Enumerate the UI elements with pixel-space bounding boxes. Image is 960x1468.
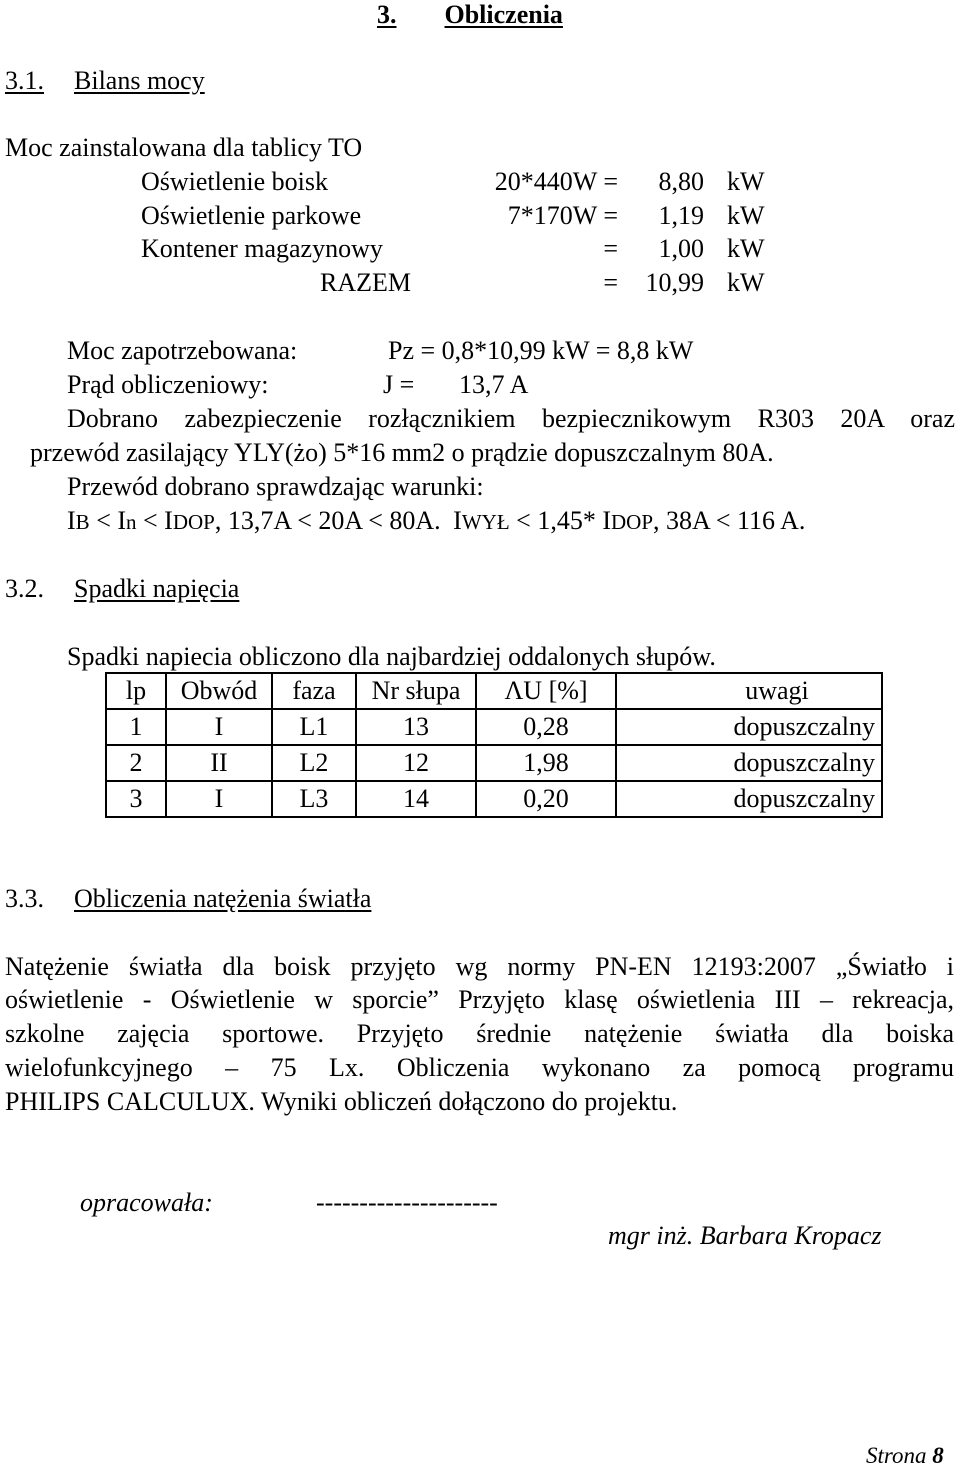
demand-label: Moc zapotrzebowana: bbox=[67, 336, 298, 365]
table-row bbox=[106, 709, 882, 745]
page-number: 8 bbox=[932, 1443, 944, 1468]
paragraph-line: oświetlenie - Oświetlenie w sporcie” Przyjęto klasę oświetlenia III – rekreacja, bbox=[5, 985, 954, 1014]
document-heading bbox=[377, 2, 563, 28]
table-cell: 12 bbox=[356, 745, 476, 781]
table-cell: L3 bbox=[272, 781, 356, 817]
heading-number: 3. bbox=[377, 0, 397, 29]
power-row-calc: 20*440W = bbox=[494, 167, 618, 196]
paragraph-line: szkolne zajęcia sportowe. Przyjęto średnie natężenie światła dla boiska bbox=[5, 1019, 954, 1048]
current-value: 13,7 A bbox=[459, 370, 529, 399]
section-3-number: 3.3. bbox=[5, 884, 44, 913]
heading-title: Obliczenia bbox=[444, 0, 563, 29]
protection-line: przewód zasilający YLY(żo) 5*16 mm2 o prądzie dopuszczalnym 80A. bbox=[30, 438, 774, 467]
power-row-unit: kW bbox=[727, 167, 765, 196]
table-cell: L1 bbox=[272, 709, 356, 745]
section-3-title: Obliczenia natężenia światła bbox=[74, 884, 372, 913]
section-2-number: 3.2. bbox=[5, 574, 44, 603]
table-cell: dopuszczalny bbox=[616, 745, 882, 781]
voltage-drop-table bbox=[105, 672, 883, 818]
table-header-row bbox=[106, 673, 882, 709]
section-1-heading bbox=[5, 68, 205, 94]
section-1-number: 3.1. bbox=[5, 66, 44, 95]
table-cell: I bbox=[166, 781, 272, 817]
power-row-label: Oświetlenie boisk bbox=[141, 167, 329, 196]
signature-line: --------------------- bbox=[316, 1188, 498, 1217]
protection-line: Dobrano zabezpieczenie rozłącznikiem bezpiecznikowym R303 20A oraz bbox=[67, 404, 955, 433]
table-header-cell: uwagi bbox=[616, 673, 882, 709]
section-1-title: Bilans mocy bbox=[74, 66, 205, 95]
paragraph-line: wielofunkcyjnego – 75 Lx. Obliczenia wykonano za pomocą programu bbox=[5, 1053, 954, 1082]
section-3-heading bbox=[5, 886, 371, 912]
check-conditions: IB < In < IDOP, 13,7A < 20A < 80A. IWYŁ < 1,45* IDOP, 38A < 116 A. bbox=[67, 506, 806, 535]
power-row-calc: = bbox=[603, 234, 618, 263]
table-cell: dopuszczalny bbox=[616, 781, 882, 817]
table-cell: 1 bbox=[106, 709, 166, 745]
table-header-cell: Obwód bbox=[166, 673, 272, 709]
power-total-calc: = bbox=[603, 268, 618, 297]
signature-label: opracowała: bbox=[80, 1188, 213, 1217]
table-cell: 3 bbox=[106, 781, 166, 817]
page-label: Strona bbox=[866, 1443, 927, 1468]
table-row bbox=[106, 745, 882, 781]
paragraph-line: Natężenie światła dla boisk przyjęto wg normy PN-EN 12193:2007 „Światło i bbox=[5, 952, 954, 981]
page-footer bbox=[866, 1444, 944, 1467]
table-cell: 14 bbox=[356, 781, 476, 817]
table-header-cell: lp bbox=[106, 673, 166, 709]
voltage-drop-intro: Spadki napiecia obliczono dla najbardziej oddalonych słupów. bbox=[67, 642, 716, 671]
power-total-label: RAZEM bbox=[320, 268, 411, 297]
table-row bbox=[106, 781, 882, 817]
power-row-calc: 7*170W = bbox=[507, 201, 618, 230]
installed-power-heading: Moc zainstalowana dla tablicy TO bbox=[5, 133, 363, 162]
table-cell: I bbox=[166, 709, 272, 745]
power-total-value: 10,99 bbox=[645, 268, 704, 297]
table-header-cell: faza bbox=[272, 673, 356, 709]
signature-name: mgr inż. Barbara Kropacz bbox=[608, 1221, 882, 1250]
paragraph-line: PHILIPS CALCULUX. Wyniki obliczeń dołączono do projektu. bbox=[5, 1087, 678, 1116]
power-row-value: 8,80 bbox=[658, 167, 704, 196]
current-label: Prąd obliczeniowy: bbox=[67, 370, 269, 399]
table-cell: L2 bbox=[272, 745, 356, 781]
table-cell: 0,28 bbox=[476, 709, 616, 745]
check-intro: Przewód dobrano sprawdzając warunki: bbox=[67, 472, 484, 501]
table-cell: 13 bbox=[356, 709, 476, 745]
current-formula: J = bbox=[383, 370, 415, 399]
demand-formula: Pz = 0,8*10,99 kW = 8,8 kW bbox=[388, 336, 694, 365]
table-header-cell: Nr słupa bbox=[356, 673, 476, 709]
table-cell: 0,20 bbox=[476, 781, 616, 817]
section-2-title: Spadki napięcia bbox=[74, 574, 240, 603]
power-row-unit: kW bbox=[727, 234, 765, 263]
table-cell: 2 bbox=[106, 745, 166, 781]
power-total-unit: kW bbox=[727, 268, 765, 297]
power-row-value: 1,19 bbox=[658, 201, 704, 230]
power-row-label: Oświetlenie parkowe bbox=[141, 201, 362, 230]
table-cell: dopuszczalny bbox=[616, 709, 882, 745]
section-2-heading bbox=[5, 576, 239, 602]
table-header-cell: ΛU [%] bbox=[476, 673, 616, 709]
table-cell: 1,98 bbox=[476, 745, 616, 781]
power-row-value: 1,00 bbox=[658, 234, 704, 263]
power-row-unit: kW bbox=[727, 201, 765, 230]
table-cell: II bbox=[166, 745, 272, 781]
power-row-label: Kontener magazynowy bbox=[141, 234, 383, 263]
